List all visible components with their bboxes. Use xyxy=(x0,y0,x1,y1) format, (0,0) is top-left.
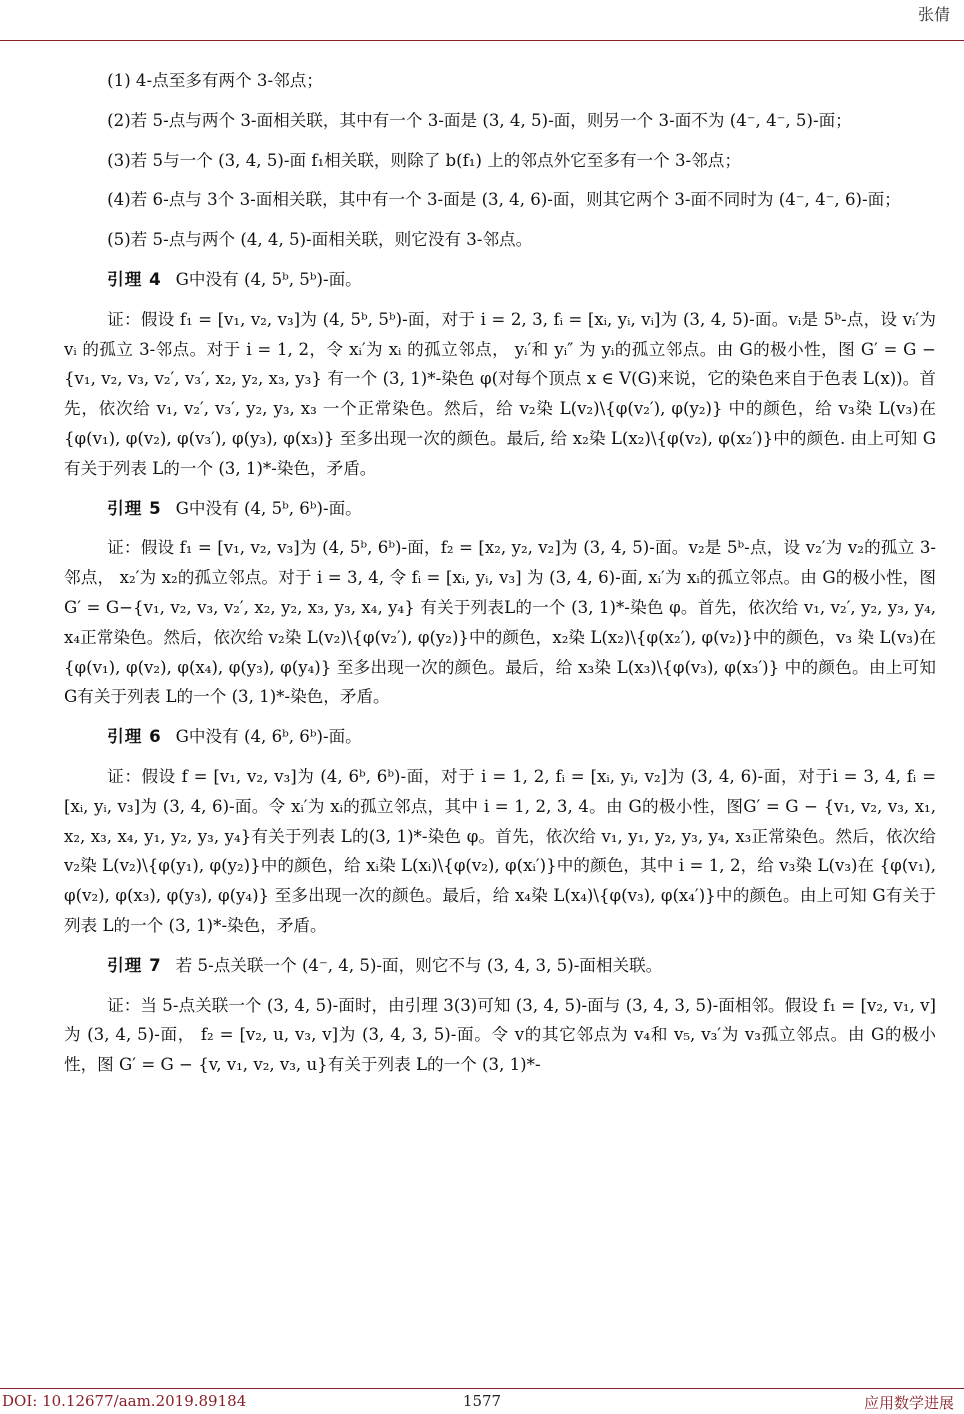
list-item: (5)若 5-点与两个 (4, 4, 5)-面相关联，则它没有 3-邻点。 xyxy=(107,230,533,250)
proof-lemma-6: 证：假设 f = [v₁, v₂, v₃]为 (4, 6ᵇ, 6ᵇ)-面，对于 i = 1, 2, fᵢ = [xᵢ, yᵢ, v₂]为 (3, 4, 6)-面，对于i = 3, 4, fᵢ = [xᵢ, yᵢ, v₃]为 (3, 4, 6)-面。令 xᵢ′为 xᵢ的孤立邻点，其中 i = 1, 2, 3, 4。由 G的极小性，图G′ = G − {v₁, v₂, v₃, x₁, x₂, x₃, x₄, y₁, y₂, y₃, y₄}有关于列表 L的(3, 1)*-染色 φ。首先，依次给 v₁, y₁, y₂, y₃, y₄, x₃正常染色。然后，依次给 v₂染 L(v₂)\{φ(y₁), φ(y₂)}中的颜色，给 xᵢ染 L(xᵢ)\{φ(v₂), φ(xᵢ′)}中的颜色，其中 i = 1, 2，给 v₃染 L(v₃)在 {φ(v₁), φ(v₂), φ(x₃), φ(y₃), φ(y₄)} 至多出现一次的颜色。最后，给 x₄染 L(x₄)\{φ(v₃), φ(x₄′)}中的颜色。由上可知 G有关于列表 L的一个 (3, 1)*-染色，矛盾。 xyxy=(64,766,936,935)
lemma-heading: 引理 6 xyxy=(107,727,162,747)
list-item: (1) 4-点至多有两个 3-邻点； xyxy=(107,71,323,90)
list-item: (2)若 5-点与两个 3-面相关联，其中有一个 3-面是 (3, 4, 5)-面，则另一个 3-面不为 (4⁻, 4⁻, 5)-面； xyxy=(107,110,852,130)
page-body xyxy=(64,66,936,1090)
lemma-4 xyxy=(64,265,936,295)
lemma-statement: 若 5-点关联一个 (4⁻, 4, 5)-面，则它不与 (3, 4, 3, 5)-面相关联。 xyxy=(175,955,663,975)
doi-link[interactable]: DOI: 10.12677/aam.2019.89184 xyxy=(2,1392,247,1410)
lemma-statement: G中没有 (4, 6ᵇ, 6ᵇ)-面。 xyxy=(175,727,362,747)
lemma-5 xyxy=(64,494,936,524)
lemma-heading: 引理 4 xyxy=(107,269,162,289)
footer xyxy=(0,1392,964,1414)
lemma-statement: G中没有 (4, 5ᵇ, 5ᵇ)-面。 xyxy=(175,269,362,289)
header-rule xyxy=(0,40,964,41)
journal-name: 应用数学进展 xyxy=(863,1394,954,1412)
list-item: (3)若 5与一个 (3, 4, 5)-面 f₁相关联，则除了 b(f₁) 上的邻点外它至多有一个 3-邻点； xyxy=(107,150,741,170)
lemma-statement: G中没有 (4, 5ᵇ, 6ᵇ)-面。 xyxy=(175,498,362,518)
proof-lemma-7: 证：当 5-点关联一个 (3, 4, 5)-面时，由引理 3(3)可知 (3, 4, 5)-面与 (3, 4, 3, 5)-面相邻。假设 f₁ = [v₂, v₁, v]为 (3, 4, 5)-面， f₂ = [v₂, u, v₃, v]为 (3, 4, 3, 5)-面。令 v的其它邻点为 v₄和 v₅, v₃′为 v₃孤立邻点。由 G的极小性，图 G′ = G − {v, v₁, v₂, v₃, u}有关于列表 L的一个 (3, 1)*- xyxy=(64,995,936,1075)
proof-lemma-5: 证：假设 f₁ = [v₁, v₂, v₃]为 (4, 5ᵇ, 6ᵇ)-面，f₂ = [x₂, y₂, v₂]为 (3, 4, 5)-面。v₂是 5ᵇ-点，设 v₂′为 v₂的孤立 3-邻点， x₂′为 x₂的孤立邻点。对于 i = 3, 4, 令 fᵢ = [xᵢ, yᵢ, v₃] 为 (3, 4, 6)-面, xᵢ′为 xᵢ的孤立邻点。由 G的极小性，图 G′ = G−{v₁, v₂, v₃, v₂′, x₂, y₂, x₃, y₃, x₄, y₄} 有关于列表L的一个 (3, 1)*-染色 φ。首先，依次给 v₁, v₂′, y₂, y₃, y₄, x₄正常染色。然后，依次给 v₂染 L(v₂)\{φ(v₂′), φ(y₂)}中的颜色，x₂染 L(x₂)\{φ(x₂′), φ(v₂)}中的颜色，v₃ 染 L(v₃)在 {φ(v₁), φ(v₂), φ(x₄), φ(y₃), φ(y₄)} 至多出现一次的颜色。最后，给 x₃染 L(x₃)\{φ(v₃), φ(x₃′)} 中的颜色。由上可知 G有关于列表 L的一个 (3, 1)*-染色，矛盾。 xyxy=(64,538,936,707)
lemma-heading: 引理 7 xyxy=(107,955,162,975)
lemma-7 xyxy=(64,951,936,981)
proof-lemma-4: 证：假设 f₁ = [v₁, v₂, v₃]为 (4, 5ᵇ, 5ᵇ)-面，对于 i = 2, 3, fᵢ = [xᵢ, yᵢ, vᵢ]为 (3, 4, 5)-面。vᵢ是 5ᵇ-点，设 vᵢ′为 vᵢ 的孤立 3-邻点。对于 i = 1, 2，令 xᵢ′为 xᵢ 的孤立邻点， yᵢ′和 yᵢ″ 为 yᵢ的孤立邻点。由 G的极小性，图 G′ = G − {v₁, v₂, v₃, v₂′, v₃′, x₂, y₂, x₃, y₃} 有一个 (3, 1)*-染色 φ(对每个顶点 x ∈ V(G)来说，它的染色来自于色表 L(x))。首先，依次给 v₁, v₂′, v₃′, y₂, y₃, x₃ 一个正常染色。然后，给 v₂染 L(v₂)\{φ(v₂′), φ(y₂)} 中的颜色，给 v₃染 L(v₃)在 {φ(v₁), φ(v₂), φ(v₃′), φ(y₃), φ(x₃)} 至多出现一次的颜色。最后, 给 x₂染 L(x₂)\{φ(v₂), φ(x₂′)}中的颜色. 由上可知 G有关于列表 L的一个 (3, 1)*-染色，矛盾。 xyxy=(64,309,936,478)
lemma-6 xyxy=(64,722,936,752)
header-author: 张倩 xyxy=(917,5,950,24)
page-number: 1577 xyxy=(462,1392,502,1410)
footer-rule xyxy=(0,1388,964,1389)
lemma-heading: 引理 5 xyxy=(107,498,162,518)
list-item: (4)若 6-点与 3个 3-面相关联，其中有一个 3-面是 (3, 4, 6)-面，则其它两个 3-面不同时为 (4⁻, 4⁻, 6)-面； xyxy=(107,190,901,210)
